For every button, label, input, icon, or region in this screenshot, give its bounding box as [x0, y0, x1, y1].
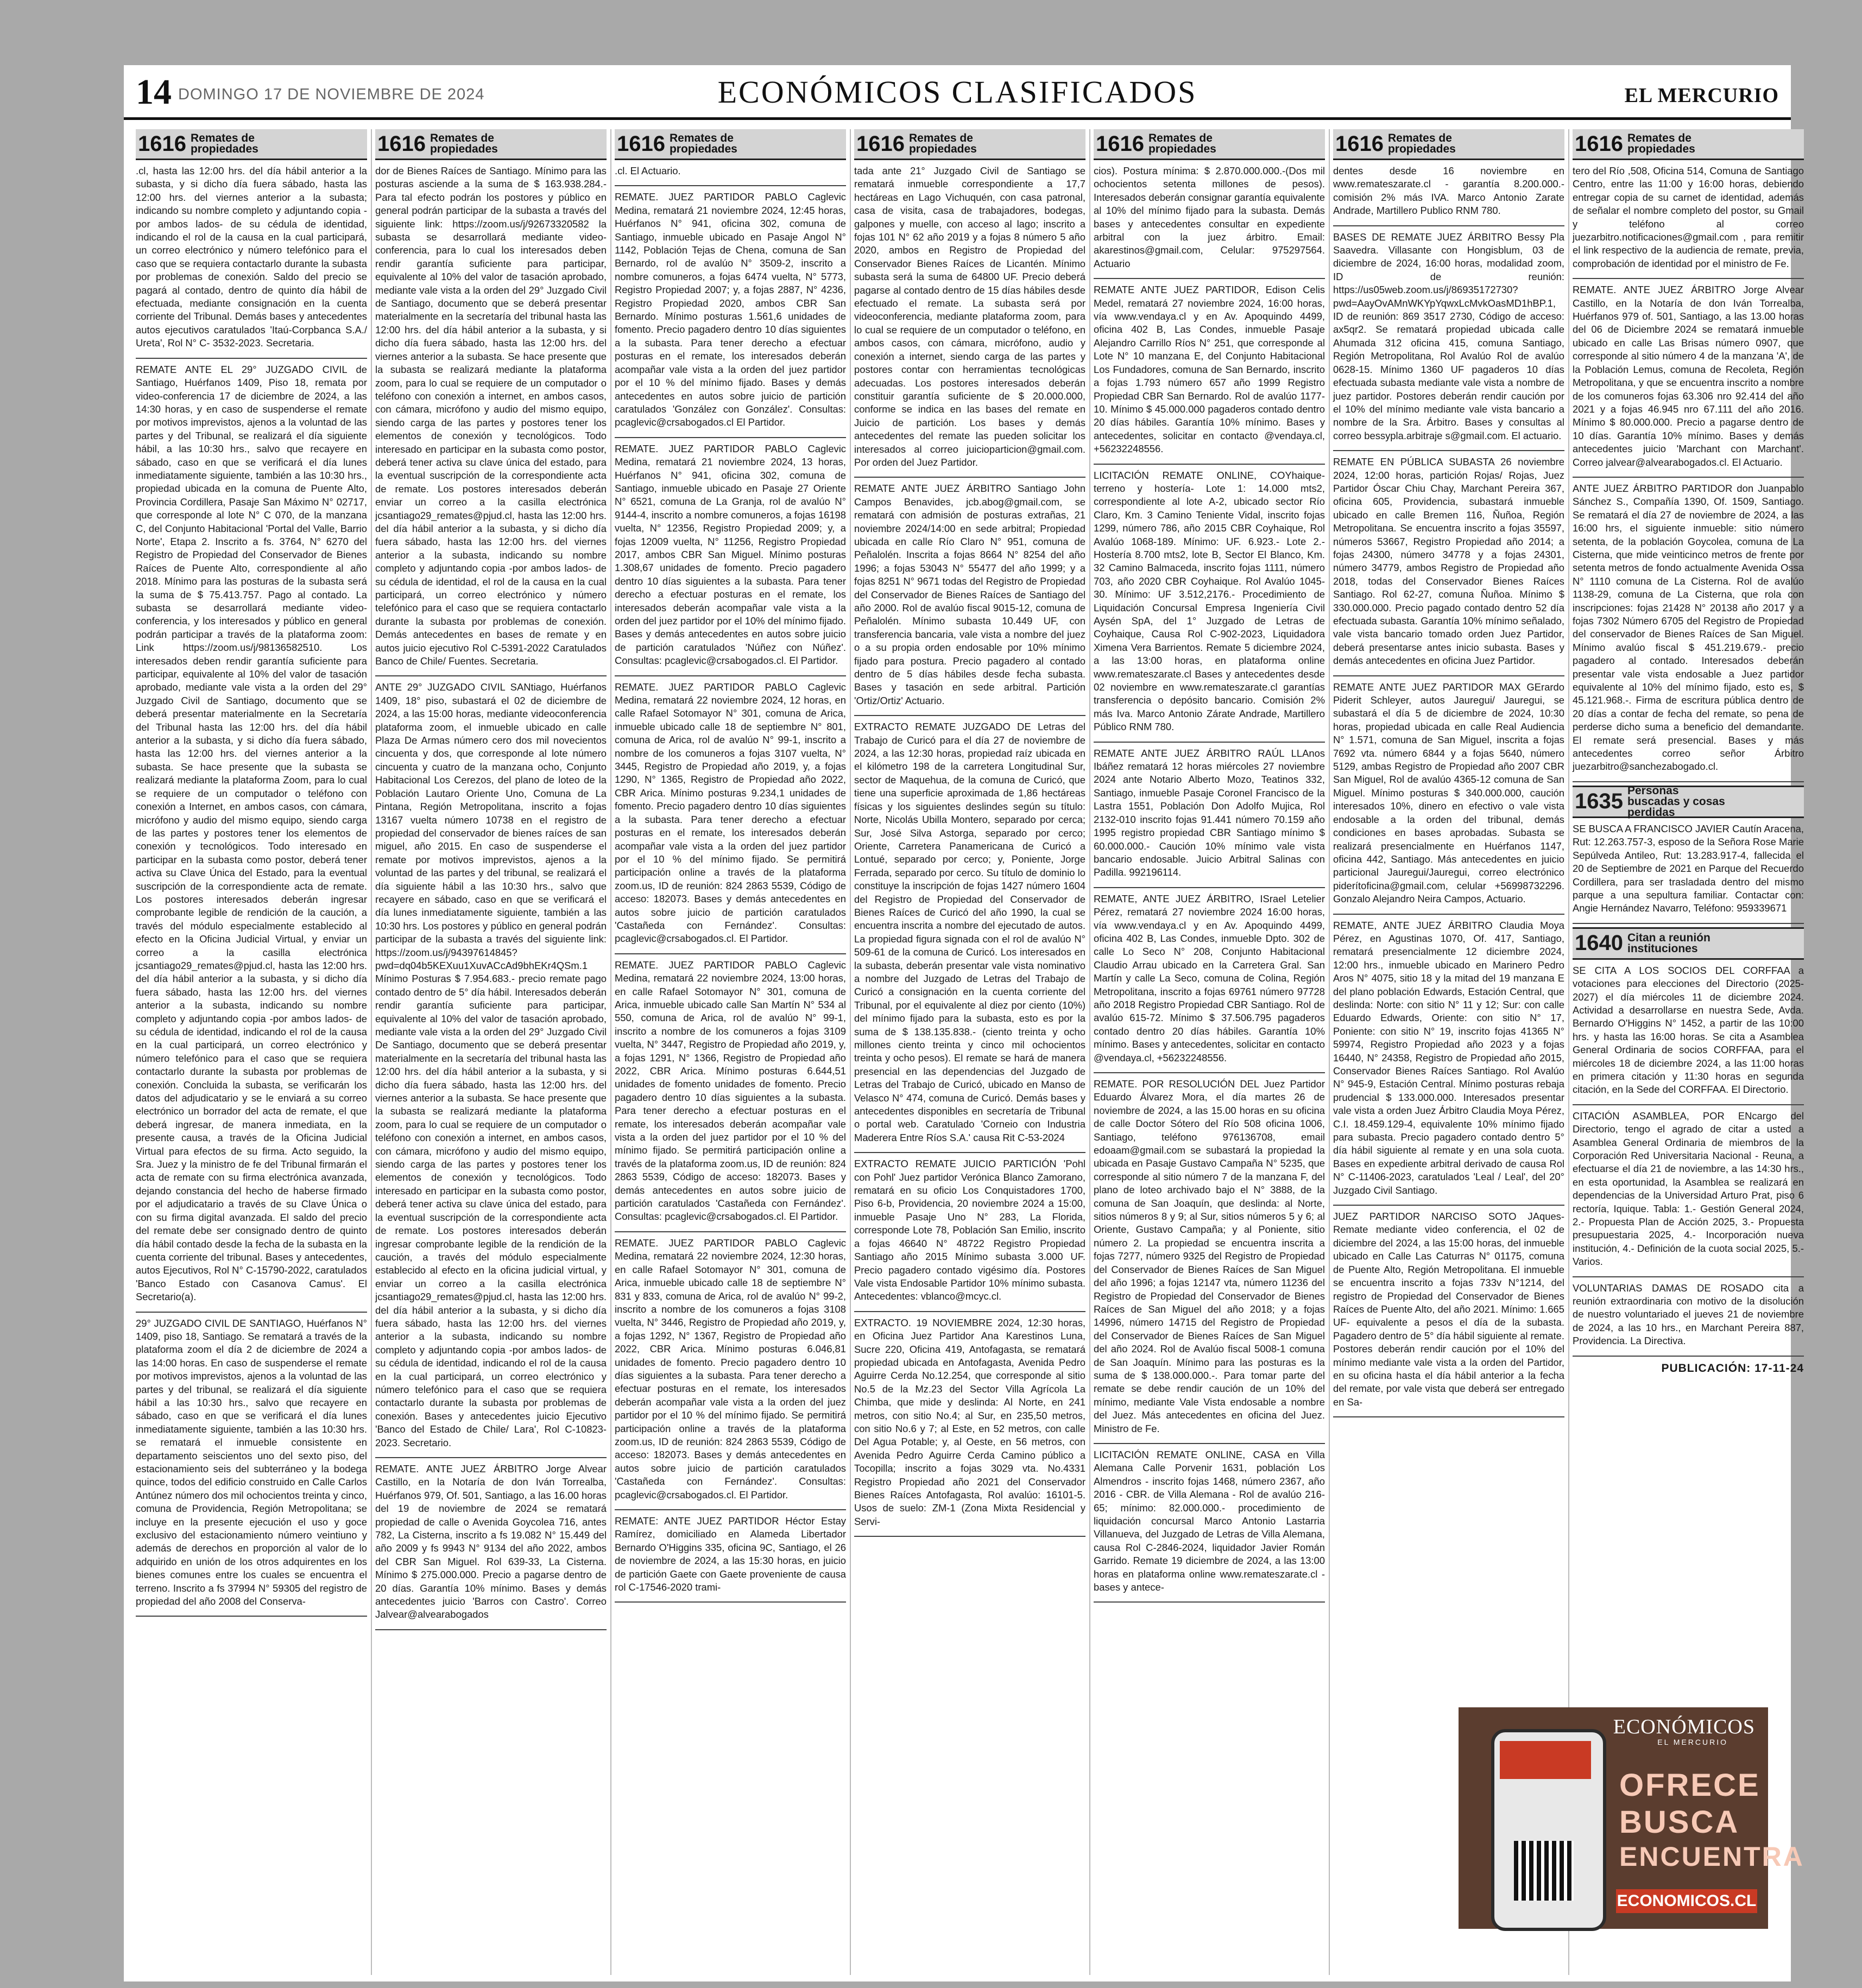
section-title-label: Citan a reunión instituciones [1627, 931, 1710, 955]
section-code: 1616 [1096, 131, 1144, 156]
page-date: DOMINGO 17 DE NOVIEMBRE DE 2024 [178, 86, 485, 103]
classified-ad: cios). Postura mínima: $ 2.870.000.000.-(Dos mil ochocientos setenta millones de pesos). Interesados deberán consignar garantía equivalente al 10% del mínimo fijado para la subasta. Demás bases y antecedentes consultar en expediente arbitral con la juez árbitro. Email: akarestinos@gmail.com, Celular: 975297564. Actuario [1094, 164, 1325, 279]
classified-ad: ANTE JUEZ ÁRBITRO PARTIDOR don Juanpablo Sánchez S., Compañía 1390, Of. 1509, Santiago. Se rematará el día 27 de noviembre de 2024, a las 16:00 hrs, el siguiente inmueble: sitio número setenta, de la población Goycolea, comuna de La Cisterna, que mide veinticinco metros de frente por setenta metros de fondo actualmente Avenida Ossa N° 1110 comuna de La Cisterna. Rol de avalúo 1138-29, comuna de La Cisterna, que rola con inscripciones: fojas 21428 N° 20138 año 2017 y a fojas 7302 Número 6705 del Registro de Propiedad del conservador de Bienes Raíces de San Miguel. Mínimo avalúo fiscal $ 451.219.679.- precio pagadero al contado. Interesados deberán presentar vale vista endosable a Juez partidor equivalente al 10% del mínimo fijado, esto es, $ 45.121.968.-. Firma de escritura pública dentro de 20 días a contar de fecha del remate, so pena de perderse dicho suma a beneficio del demandante. El remate será presencial. Bases y más antecedentes correo señor Árbitro juezarbitro@sanchezabogado.cl. [1573, 482, 1804, 782]
promo-brand-sub: EL MERCURIO [1657, 1738, 1728, 1746]
section-title-label: Remates de propiedades [190, 132, 258, 155]
classified-ad: SE CITA A LOS SOCIOS DEL CORFFAA a votaciones para elecciones del Directorio (2025- 2027) el día miércoles 11 de diciembre 2024. Actividad a desarrollarse en nuestra Sede, Avda. Bernardo O'Higgins N° 1452, a partir de las 10:00 hrs. y hasta las 16:00 horas. Se cita a Asamblea General Ordinaria de socios CORFFAA, para el miércoles 18 de diciembre 2024, a las 11:00 horas en primera citación y 11:30 horas en segunda citación, en la Sede del CORFFAA. El Directorio. [1573, 964, 1804, 1105]
classified-ad: BASES DE REMATE JUEZ ÁRBITRO Bessy Pla Saavedra. Villasante con Hongisblum, 03 de diciembre de 2024, 16:00 horas, modalidad zoom, ID de reunión: https://us05web.zoom.us/j/86935172730?pwd=AayOvAMnWKYpYqwxLcMvkOasMD1hBP.1, ID de reunión: 869 3517 2730, Código de acceso: ax5qr2. Se rematará propiedad ubicada calle Ahumada 312 oficina 415, comuna Santiago, Región Metropolitana, Rol Avalúo Rol de avalúo 0628-15. Mínimo 1360 UF pagaderos 10 días efectuada subasta mediante vale vista a nombre de juez partidor. Postores deberán rendir caución por el 10% del mínimo mediante vale vista bancario a nombre de la Sra. Árbitro. Bases y consultas al correo bessypla.arbitraje s@gmail.com. El actuario. [1333, 231, 1564, 452]
classified-ad: .cl. El Actuario. [615, 164, 846, 186]
promo-brand: ECONÓMICOS [1613, 1715, 1755, 1738]
section-title-label: Remates de propiedades [1627, 132, 1695, 155]
classified-ad: JUEZ PARTIDOR NARCISO SOTO JAques- Remate mediante video conferencia, el 02 de diciembre del 2024, a las 15:00 horas, del inmueble ubicado en Calle Las Caturras N° 01175, comuna de Puente Alto, Región Metropolitana. El inmueble se encuentra inscrito a fojas 733v N°1214, del registro de Propiedad del Conservador de Bienes Raíces de Puente Alto, del año 2021. Mínimo: 1.665 UF- equivalente a pesos el día de la subasta. Pagadero dentro de 5° día hábil siguiente al remate. Postores deberán rendir caución por el 10% del mínimo mediante vale vista a la orden del Partidor, en su oficina hasta el día hábil anterior a la fecha del remate, por vale vista que deberá ser entregado en Sa- [1333, 1210, 1564, 1417]
column-6 [1333, 129, 1564, 1975]
section-code: 1616 [377, 131, 426, 156]
classified-ad: REMATE. ANTE JUEZ ÁRBITRO Jorge Alvear Castillo, en la Notaría de don Iván Torrealba, Huérfanos 979 of. 501, Santiago, a las 13.00 horas del 06 de Diciembre 2024 se rematará inmueble ubicado en calle Las Brisas número 0907, que corresponde al sitio número 4 de la manzana 'A', de la Población Lemus, comuna de Recoleta, Región Metropolitana, y que se encuentra inscrito a nombre de los comuneros fojas 63.306 nro 92.414 del año 2021 y a fojas 46.945 nro 67.111 del año 2016. Mínimo $ 80.000.000. Precio a pagarse dentro de 10 días. Garantía 10% mínimo. Bases y demás antecedentes juicio 'Marchant con Marchant'. Correo jalvear@alvearabogados.cl. El Actuario. [1573, 283, 1804, 478]
section-code: 1616 [617, 131, 665, 156]
classified-ad: tada ante 21° Juzgado Civil de Santiago se rematará inmueble correspondiente a 17,7 hectáreas en Lago Vichuquén, con casa patronal, casa de visita, casa de trabajadores, bodegas, galpones y muelle, con acceso al lago; inscrito a fojas 101 N° 62 año 2019 y a fojas 8 número 5 año 2020, ambos en Registro de Propiedad del Conservador Bienes Raíces de Licantén. Mínimo subasta será la suma de 64800 UF. Precio deberá pagarse al contado dentro de 15 días hábiles desde efectuado el remate. La subasta será por videoconferencia, mediante plataforma zoom, para lo cual se requiere de un computador o teléfono, en ambos casos, con cámara, micrófono, audio y conexión a internet, siendo carga de las partes y postores contar con herramientas tecnológicas adecuadas. Los postores interesados deberán constituir garantía suficiente de $ 20.000.000, conforme se indica en las bases del remate en Juicio de partición. Los bases y demás antecedentes del remate las pueden solicitar los interesados al correo juicioparticion@gmail.com. Por orden del Juez Partidor. [854, 164, 1085, 478]
publication-date: PUBLICACIÓN: 17-11-24 [1661, 1362, 1804, 1375]
classified-ad: EXTRACTO REMATE JUZGADO DE Letras del Trabajo de Curicó para el día 27 de noviembre de 2024, a las 12:30 horas, propiedad raíz ubicada en el kilómetro 198 de la carretera Longitudinal Sur, sector de Maquehua, de la comuna de Curicó, que tiene una superficie aproximada de 1,86 hectáreas físicas y los siguientes deslindes según su título: Norte, Nicolás Ubilla Montero, separado por cerca; Sur, José Silva Astorga, separado por cerco; Oriente, Carretera Panamericana de Curicó a Lontué, separado por cerco; y, Poniente, Jorge Ferrada, separado por cerco. Su título de dominio lo constituye la inscripción de fojas 1427 número 1604 del Registro de Propiedad del Conservador de Bienes Raíces de Curicó del año 1990, la cual se encuentra inscrita a nombre del ejecutado de autos. La propiedad figura signada con el rol de avalúo N° 509-61 de la comuna de Curicó. Los interesados en la subasta, deberán presentar vale vista nominativo a nombre del Juzgado de Letras del Trabajo de Curicó a consignación en la cuenta corriente del Tribunal, por el equivalente al diez por ciento (10%) del mínimo fijado para la subasta, esto es por la suma de $ 138.135.838.- (ciento treinta y ocho millones ciento treinta y cinco mil ochocientos treinta y ocho pesos). El remate se hará de manera presencial en las dependencias del Juzgado de Letras del Trabajo de Curicó, ubicado en Manso de Velasco N° 474, comuna de Curicó. Demás bases y antecedentes disponibles en secretaría de Tribunal o portal web. Caratulado 'Corneio con Industria Maderera Entre Ríos S.A.' causa Rit C-53-2024 [854, 720, 1085, 1153]
classified-ad: REMATE ANTE JUEZ PARTIDOR, Edison Celis Medel, rematará 27 noviembre 2024, 16:00 horas, vía www.vendaya.cl y en Av. Apoquindo 4499, oficina 402 B, Las Condes, inmueble Pasaje Alejandro Carrillo Ríos N° 251, que corresponde al Lote N° 10 manzana E, del Conjunto Habitacional Los Fundadores, comuna de San Bernardo, inscrito a fojas 1.793 número 657 año 1999 Registro Propiedad CBR San Bernardo. Rol de avalúo 1177-10. Mínimo $ 45.000.000 pagaderos contado dentro 20 días hábiles. Garantía 10% mínimo. Bases y antecedentes, solicitar en contacto @vendaya.cl, +56232248556. [1094, 283, 1325, 464]
classified-ad: REMATE ANTE JUEZ PARTIDOR MAX GErardo Piderit Schleyer, autos Jauregui/ Jauregui, se subastará el día 5 de diciembre de 2024, 10:30 horas, propiedad ubicada en calle Real Audiencia N° 1.571, comuna de San Miguel, inscrita a fojas 7692 vta. número 6844 y a fojas 5640, número 5129, ambas Registro de Propiedad año 2007 CBR San Miguel, Rol de avalúo 4365-12 comuna de San Miguel. Mínimo posturas $ 340.000.000, caución interesados 10%, dinero en efectivo o vale vista endosable a la orden del tribunal, demás condiciones en bases aprobadas. Subasta se realizará presencialmente en Huérfanos 1147, oficina 442, Santiago. Más antecedentes en juicio particional Jauregui/Jauregui, correo electrónico piderítoficina@gmail.com, celular +56998732296. Gonzalo Alejandro Neira Campos, Actuario. [1333, 681, 1564, 915]
classified-ad: tero del Río ,508, Oficina 514, Comuna de Santiago Centro, entre las 11:00 y 16:00 horas, debiendo entregar copia de su carnet de identidad, además de señalar el nombre completo del postor, su Gmail y teléfono al correo juezarbitro.notificaciones@gmail.com , para remitir el link respectivo de la audiencia de remate, previa, comprobación de identidad por el ministro de Fe. [1573, 164, 1804, 279]
newspaper-page [124, 65, 1804, 1981]
classified-ad: REMATE. JUEZ PARTIDOR PABLO Caglevic Medina, rematará 21 noviembre 2024, 13 horas, Huérfanos N° 941, oficina 302, comuna de Santiago, inmueble ubicado en Pasaje 27 Oriente N° 6521, comuna de La Granja, rol de avalúo N° 9144-4, inscrito a nombre comuneros, a fojas 16198 vuelta, N° 12356, Registro Propiedad 2009; y, a fojas 12009 vuelta, N° 11256, Registro Propiedad 2017, ambos CBR San Miguel. Mínimo posturas 1.308,67 unidades de fomento. Precio pagadero dentro 10 días siguientes a la subasta. Para tener derecho a efectuar posturas en el remate, los interesados deberán acompañar vale vista a la orden del juez partidor por el 10% del mínimo fijado. Bases y demás antecedentes en autos sobre juicio de partición caratulados 'Núñez con Núñez'. Consultas: pcaglevic@crsabogados.cl. El Partidor. [615, 442, 846, 676]
classified-ad: REMATE: ANTE JUEZ PARTIDOR Héctor Estay Ramírez, domiciliado en Alameda Libertador Bernardo O'Higgins 335, oficina 9C, Santiago, el 26 de noviembre de 2024, a las 15:30 horas, en juicio de partición Gaete con Gaete proveniente de causa rol C-17546-2020 trami- [615, 1515, 846, 1603]
classified-ad: LICITACIÓN REMATE ONLINE, COYhaique- terreno y hostería- Lote 1: 14.000 mts2, correspondiente al lote A-2, ubicado sector Río Claro, Km. 3 Camino Teniente Vidal, inscrito fojas 1299, número 786, año 2015 CBR Coyhaique, Rol Avalúo 1068-189. Mínimo: UF. 6.923.- Lote 2.- Hostería 8.700 mts2, lote B, Sector El Blanco, Km. 32 Camino Balmaceda, inscrito fojas 1111, número 703, año 2020 CBR Coyhaique. Rol Avalúo 1045-30. Mínimo: UF 3.512,2176.- Procedimiento de Liquidación Concursal Empresa Ingeniería Civil Aysén SpA, del 1° Juzgado de Letras de Coyhaique, Causa Rol C-902-2023, Liquidadora Ximena Vera Barrientos. Remate 5 diciembre 2024, a las 13:00 horas, en plataforma online www.remateszarate.cl Bases y antecedentes desde 02 noviembre en www.remateszarate.cl garantías transferencia o depósito bancario. Comisión 2% más Iva. Marco Antonio Zárate Andrade, Martillero Público RNM 780. [1094, 469, 1325, 743]
section-title-label: Remates de propiedades [908, 132, 977, 155]
classified-ad: REMATE. JUEZ PARTIDOR PABLO Caglevic Medina, rematará 22 noviembre 2024, 13:00 horas, en calle Rafael Sotomayor N° 301, comuna de Arica, inmueble ubicado calle San Martín N° 534 al 550, comuna de Arica, rol de avalúo N° 99-1, inscrito a nombre de los comuneros a fojas 3109 vuelta, N° 3447, Registro de Propiedad año 2019, y, a fojas 1291, N° 1366, Registro de Propiedad año 2022, CBR Arica. Mínimo posturas 6.644,51 unidades de fomento unidades de fomento. Precio pagadero dentro 10 días siguientes a la subasta. Para tener derecho a efectuar posturas en el remate, los interesados deberán acompañar vale vista a la orden del juez partidor por el 10 % del mínimo fijado. Se permitirá participación online a través de la plataforma zoom.us, ID de reunión: 824 2863 5539, Código de acceso: 182073. Bases y demás antecedentes en autos sobre juicio de partición caratulados 'Castañeda con Fernández'. Consultas: pcaglevic@crsabogados.cl. El Partidor. [615, 959, 846, 1232]
column-header [1333, 129, 1564, 160]
classified-columns [136, 129, 1804, 1975]
classified-ad: REMATE, ANTE JUEZ ÁRBITRO Claudia Moya Pérez, en Agustinas 1070, Of. 417, Santiago, rematará presencialmente 12 diciembre 2024, 12:00 hrs., inmueble ubicado en Marinero Pedro Aros N° 4075, sitio 18 y la mitad del 19 manzana E del plano población Edwards, Estación Central, que deslinda: Norte: con sitio N° 11 y 12; Sur: con calle Eduardo Edwards, Oriente: con sitio N° 17, Poniente: con sitio N° 19, inscrito fojas 41365 N° 59974, Registro Propiedad año 2023 y a fojas 16440, N° 24358, Registro de Propiedad año 2015, Conservador Bienes Raíces Santiago. Rol Avalúo N° 945-9, Estación Central. Mínimo posturas rebaja prudencial $ 133.000.000. Interesados presentar vale vista a orden Juez Árbitro Claudia Moya Pérez, C.I. 18.459.129-4, equivalente 10% mínimo fijado para subasta. Precio pagadero contado dentro 5° día hábil siguiente al remate y en una sola cuota. Bases en expediente arbitral derivado de causa Rol N° C-11406-2023, caratulados 'Leal / Leal', del 20° Juzgado Civil Santiago. [1333, 919, 1564, 1206]
promo-word-1: OFRECE [1619, 1768, 1760, 1803]
section-title-label: Personas buscadas y cosas perdidas [1627, 784, 1725, 819]
classified-ad: ANTE 29° JUZGADO CIVIL SANtiago, Huérfanos 1409, 18° piso, subastará el 02 de diciembre de 2024, a las 15:00 horas, mediante videoconferencia plataforma zoom, el inmueble ubicado en calle Plaza De Armas número cero dos mil novecientos cincuenta y dos, que corresponde al lote número cincuenta y cuatro de la manzana ocho, Conjunto Habitacional Los Cerezos, del plano de loteo de la Población Lautaro Oriente Uno, Comuna de La Pintana, Región Metropolitana, inscrito a fojas 13167 vuelta número 10738 en el registro de propiedad del conservador de bienes raíces de san miguel, año 2015. En caso de suspenderse el remate por motivos imprevistos, ajenos a la voluntad de las partes y del tribunal, se realizará el día siguiente hábil a las 10:30 hrs., salvo que recayere en sábado, caso en que se verificará el día lunes inmediatamente siguiente, también a las 10:30 hrs. Los postores y público en general podrán participar de la subasta a través del siguiente link: https://zoom.us/j/94397614845?pwd=dq04b5KEXuu1XuvACcAd9bhEKr4QSm.1 Mínimo Posturas $ 7.954.683.- precio remate pago contado dentro de 5° día hábil. Interesados deberán rendir garantía suficiente para participar, equivalente al 10% del valor de tasación aprobado, mediante vale vista a la orden del 29° Juzgado Civil De Santiago, documento que se deberá presentar materialmente en la secretaría del tribunal hasta las 12:00 hrs. del día hábil anterior a la subasta, y si dicho día fuera sábado, hasta las 12:00 hrs. del viernes anterior a la subasta. Se hace presente que la subasta se realizará mediante la plataforma zoom, para lo cual se requiere de un computador o teléfono con conexión a internet, en ambos casos, con cámara, micrófono y audio del mismo equipo, siendo carga de las partes y postores tener los elementos de conexión y tecnológicos. Todo interesado en participar en la subasta como postor, deberá tener activa su clave única del estado, para la eventual suscripción de la correspondiente acta de remate. Los postores interesados deberán ingresar comprobante legible de la rendición de la caución, a través del módulo especialmente establecido al efecto en la oficina judicial virtual, y enviar un correo a la casilla electrónica jcsantiago29_remates@pjud.cl, hasta las 12:00 hrs. del día hábil anterior a la subasta, y si dicho día fuera sábado, hasta las 12:00 hrs. del viernes anterior a la subasta, indicando su nombre completo y adjuntando copia -por ambos lados- de su cédula de identidad, indicando el rol de la causa en la cual participará, un correo electrónico y número telefónico para el caso que se requiera contactarlo durante la subasta por problemas de conexión. Bases y antecedentes juicio Ejecutivo 'Banco del Estado de Chile/ Lara', Rol C-10823-2023. Secretario. [375, 681, 607, 1458]
classified-ad: 29° JUZGADO CIVIL DE SANTIAGO, Huérfanos N° 1409, piso 18, Santiago. Se rematará a través de la plataforma zoom el día 2 de diciembre de 2024 a las 14:00 horas. En caso de suspenderse el remate por motivos imprevistos, ajenos a la voluntad de las partes y del tribunal, se realizará el día siguiente hábil a las 10:30 hrs., salvo que recayere en sábado, caso en que se verificará el día lunes inmediatamente siguiente, también a las 10:30 hrs. se rematará el inmueble consistente en departamento seiscientos uno del sexto piso, del estacionamiento seis del subterráneo y la bodega quince, todos del edificio construido en Calle Carlos Antúnez número dos mil ochocientos treinta y cinco, comuna de Providencia, Región Metropolitana; se incluye en la presente ejecución el uso y goce exclusivo del estacionamiento número veintiuno y además de derechos en proporción al valor de lo adquirido en unión de los otros adquirentes en los bienes comunes entre los cuales se encuentra el terreno. Inscrito a fs 37994 N° 59305 del registro de propiedad del año 2008 del Conserva- [136, 1317, 367, 1617]
section-code: 1640 [1575, 931, 1623, 955]
section-title-label: Remates de propiedades [430, 132, 498, 155]
classified-ad: EXTRACTO REMATE JUICIO PARTICIÓN 'Pohl con Pohl' Juez partidor Verónica Blanco Zamorano, rematará en su oficio Los Conquistadores 1700, Piso 6-b, Providencia, 20 noviembre 2024 a 15:00, inmueble Pasaje Uno N° 283, La Florida, corresponde Lote 78, Población San Emilio, inscrito a fojas 46640 N° 48722 Registro Propiedad Santiago año 2015 Mínimo subasta 3.000 UF. Precio pagadero contado vigésimo día. Postores Vale vista Endosable Partidor 10% mínimo subasta. Antecedentes: vblanco@mcyc.cl. [854, 1157, 1085, 1312]
classified-ad: CITACIÓN ASAMBLEA, POR ENcargo del Directorio, tengo el agrado de citar a usted a Asamblea General Ordinaria de miembros de la Corporación Red Universitaria Nacional - Reuna, a efectuarse el día 21 de noviembre, a las 14:30 hrs., en esta oportunidad, la Asamblea se realizará en dependencias de la Universidad Arturo Prat, piso 6 rectoría, Iquique. Tabla: 1.- Gestión General 2024, 2.- Propuesta Plan de Acción 2025, 3.- Propuesta presupuestaria 2025, 4.- Incorporación nueva institución, 4.- Definición de la cuota social 2025, 5.-Varios. [1573, 1110, 1804, 1277]
section-1635-header [1573, 786, 1804, 818]
section-code: 1616 [1575, 131, 1623, 156]
promo-site: ECONOMICOS.CL [1616, 1889, 1757, 1913]
phone-screen-header [1500, 1741, 1591, 1779]
section-1640-header [1573, 927, 1804, 960]
classified-ad: VOLUNTARIAS DAMAS DE ROSADO cita a reunión extraordinaria con motivo de la disolución de nuestro voluntariado el jueves 21 de noviembre de 2024, a las 10 hrs., en Marchant Pereira 887, Providencia. La Directiva. [1573, 1282, 1804, 1357]
section-code: 1616 [1335, 131, 1384, 156]
column-header [854, 129, 1085, 160]
column-header [1094, 129, 1325, 160]
column-2 [375, 129, 607, 1975]
column-1 [136, 129, 367, 1975]
column-7 [1573, 129, 1804, 1975]
phone-illustration [1491, 1729, 1606, 1931]
column-5 [1094, 129, 1325, 1975]
column-divider [1089, 129, 1090, 1975]
classified-ad: REMATE. JUEZ PARTIDOR PABLO Caglevic Medina, rematará 22 noviembre 2024, 12 horas, en calle Rafael Sotomayor N° 301, comuna de Arica, inmueble ubicado calle 18 de septiembre N° 801, comuna de Arica, rol de avalúo N° 99-1, inscrito a nombre de los comuneros a fojas 3107 vuelta, N° 3445, Registro de Propiedad año 2019, y, a fojas 1290, N° 1365, Registro de Propiedad año 2022, CBR Arica. Mínimo posturas 9.234,1 unidades de fomento. Precio pagadero dentro 10 días siguientes a la subasta. Para tener derecho a efectuar posturas en el remate, los interesados deberán acompañar vale vista a la orden del juez partidor por el 10 % del mínimo fijado. Se permitirá participación online a través de la plataforma zoom.us, ID de reunión: 824 2863 5539, Código de acceso: 182073. Bases y demás antecedentes en autos sobre juicio de partición caratulados 'Castañeda con Fernández'. Consultas: pcaglevic@crsabogados.cl. El Partidor. [615, 681, 846, 954]
classified-ad: REMATE. JUEZ PARTIDOR PABLO Caglevic Medina, rematará 22 noviembre 2024, 12:30 horas, en calle Rafael Sotomayor N° 301, comuna de Arica, inmueble ubicado calle 18 de septiembre N° 831 y 833, comuna de Arica, rol de avalúo N° 99-2, inscrito a nombre de los comuneros a fojas 3108 vuelta, N° 3446, Registro de Propiedad año 2019, y, a fojas 1292, N° 1367, Registro de Propiedad año 2022, CBR Arica. Mínimo posturas 6.046,81 unidades de fomento. Precio pagadero dentro 10 días siguientes a la subasta. Para tener derecho a efectuar posturas en el remate, los interesados deberán acompañar vale vista a la orden del juez partidor por el 10 % del mínimo fijado. Se permitirá participación online a través de la plataforma zoom.us, ID de reunión: 824 2863 5539, Código de acceso: 182073. Bases y demás antecedentes en autos sobre juicio de partición caratulados 'Castañeda con Fernández'. Consultas: pcaglevic@crsabogados.cl. El Partidor. [615, 1237, 846, 1510]
column-header [615, 129, 846, 160]
classified-ad: .cl, hasta las 12:00 hrs. del día hábil anterior a la subasta, y si dicho día fuera sábado, hasta las 12:00 hrs. del viernes anterior a la subasta; indicando su nombre completo y adjuntando copia -por ambos lados- de su cédula de identidad, indicando el rol de la causa en la cual participará, un correo electrónico y número telefónico para el caso que se requiera contactarlo durante la subasta por problemas de conexión. Saldo del precio se pagará al contado, dentro de quinto día hábil de efectuada, mediante consignación en la cuenta corriente del Tribunal. Demás bases y antecedentes autos ejecutivos caratulados 'Itaú-Corpbanca S.A./ Ureta', Rol N° C- 3532-2023. Secretaria. [136, 164, 367, 359]
section-code: 1635 [1575, 789, 1623, 814]
masthead-rule [124, 117, 1791, 120]
masthead [124, 65, 1791, 119]
paper-name: EL MERCURIO [1624, 84, 1779, 107]
classified-ad: SE BUSCA A FRANCISCO JAVIER Cautín Aracena, Rut: 12.263.757-3, esposo de la Señora Rose Marie Sepúlveda Antileo, Rut: 13.283.917-4, fallecida el 20 de Septiembre de 2021 en Parque del Recuerdo Cordillera, para ser trasladada dentro del mismo parque a una sepultura familiar. Contactar con: Angie Hernández Navarro, Teléfono: 959339671 [1573, 822, 1804, 924]
classified-ad: REMATE ANTE JUEZ ÁRBITRO Santiago John Campos Benavides, jcb.abog@gmail.com, se rematará con admisión de posturas extrañas, 21 noviembre 2024/14:00 en sede arbitral; Propiedad ubicada en calle Río Claro N° 951, comuna de Peñalolén. Inscrita a fojas 8664 N° 8254 del año 1996; a fojas 53043 N° 55477 del año 1999; y a fojas 8251 N° 9671 todas del Registro de Propiedad del Conservador de Bienes Raíces de Santiago del año 2000. Rol de avalúo fiscal 9015-12, comuna de Peñalolén. Mínimo subasta 10.449 UF, con transferencia bancaria, vale vista a nombre del juez o a su propia orden endosable por 10% mínimo fijado para postura. Precio pagadero al contado dentro de 5 días hábiles desde fecha subasta. Bases y tasación en sede arbitral. Partición 'Ortiz/Ortiz' Actuario. [854, 482, 1085, 716]
column-4 [854, 129, 1085, 1975]
column-divider [371, 129, 372, 1975]
classified-ad: REMATE ANTE JUEZ ÁRBITRO RAÚL LLAnos Ibáñez rematará 12 horas miércoles 27 noviembre 2024 ante Notario Alberto Mozo, Teatinos 332, Santiago, inmueble Pasaje Coronel Francisco de la Lastra 1551, Población Don Adolfo Mujica, Rol 2132-010 inscrito fojas 91.441 número 70.159 año 1995 registro propiedad CBR Santiago mínimo $ 60.000.000.- Caución 10% mínimo vale vista bancario endosable. Juicio Arbitral Salinas con Padilla. 992196114. [1094, 747, 1325, 888]
section-code: 1616 [856, 131, 905, 156]
classified-ad: EXTRACTO. 19 NOVIEMBRE 2024, 12:30 horas, en Oficina Juez Partidor Ana Karestinos Luna, Sucre 220, Oficina 419, Antofagasta, se rematará propiedad ubicada en Antofagasta, Avenida Pedro Aguirre Cerda No.12.254, que corresponde al sitio No.5 de la Mz.23 del Sector Villa Agrícola La Chimba, que mide y deslinda: Al Norte, en 241 metros, con sitio No.4; al Sur, en 235,50 metros, con sitio No.6 y 7; al Este, en 52 metros, con calle Del Agua Potable; y, al Oeste, en 56 metros, con Avenida Pedro Aguirre Cerda Camino público a Tocopilla; inscrito a fojas 3029 vta. No.4331 Registro Propiedad año 2021 del Conservador Bienes Raíces Antofagasta, Rol avalúo: 16101-5. Usos de suelo: ZM-1 (Zona Mixta Residencial y Servi- [854, 1316, 1085, 1537]
classified-ad: REMATE. ANTE JUEZ ÁRBITRO Jorge Alvear Castillo, en la Notaría de don Iván Torrealba, Huérfanos 979, Of. 501, Santiago, a las 16.00 horas del 19 de noviembre de 2024 se rematará propiedad de calle o Avenida Goycolea 716, antes 782, La Cisterna, inscrito a fs 19.082 N° 15.449 del año 2009 y fs 9943 N° 9134 del año 2022, ambos del CBR San Miguel. Rol 639-33, La Cisterna. Mínimo $ 275.000.000. Precio a pagarse dentro de 20 días. Garantía 10% mínimo. Bases y demás antecedentes juicio 'Barros con Castro'. Correo Jalvear@alvearabogados [375, 1462, 607, 1630]
column-divider [610, 129, 611, 1975]
column-divider [1329, 129, 1330, 1975]
section-title: ECONÓMICOS CLASIFICADOS [717, 74, 1197, 110]
classified-ad: REMATE, ANTE JUEZ ÁRBITRO, ISrael Letelier Pérez, rematará 27 noviembre 2024 16:00 horas, vía www.vendaya.cl y en Av. Apoquindo 4499, oficina 402 B, Las Condes, inmueble Dpto. 302 de calle Lo Seco N° 208, Conjunto Habitacional Claudio Arrau ubicado en la Carretera Gral. San Martín y calle La Seco, comuna de Colina, Región Metropolitana, inscrito a fojas 69761 número 97728 año 2018 Registro Propiedad CBR Santiago. Rol de avalúo 615-72. Mínimo $ 37.506.795 pagaderos contado dentro 20 días hábiles. Garantía 10% mínimo. Bases y antecedentes, solicitar en contacto @vendaya.cl, +56232248556. [1094, 892, 1325, 1073]
classified-ad: REMATE EN PÚBLICA SUBASTA 26 noviembre 2024, 12:00 horas, partición Rojas/ Rojas, Juez Partidor Óscar Chiu Chay, Marchant Pereira 367, oficina 605, Providencia, subastará inmueble ubicado en calle Bremen 116, Ñuñoa, Región Metropolitana. Se encuentra inscrito a fojas 35597, números 53667, Registro Propiedad año 2014; a fojas 24300, número 34778 y a fojas 24301, número 34779, ambos Registro de Propiedad año 2018, todas del Conservador Bienes Raíces Santiago. Rol 62-27, comuna Ñuñoa. Mínimo $ 330.000.000. Precio pagado contado dentro 52 día efectuada subasta. Garantía 10% mínimo señalado, vale vista bancario tomado orden Juez Partidor, deberá presentarse antes inicio subasta. Bases y demás antecedentes en oficina Juez Partidor. [1333, 455, 1564, 676]
section-code: 1616 [138, 131, 186, 156]
section-title-label: Remates de propiedades [1148, 132, 1216, 155]
promo-word-3: ENCUENTRA [1619, 1841, 1804, 1872]
promo-word-2: BUSCA [1619, 1805, 1740, 1840]
column-divider [850, 129, 851, 1975]
page-number: 14 [136, 72, 172, 112]
classified-ad: REMATE. POR RESOLUCIÓN DEL Juez Partidor Eduardo Álvarez Mora, el día martes 26 de noviembre de 2024, a las 15.00 horas en su oficina de calle Doctor Sótero del Río 508 oficina 1006, Santiago, teléfono 976136708, email edoaam@gmail.com se subastará la propiedad la ubicada en Pasaje Gustavo Campaña N° 5235, que corresponde al sitio número 7 de la manzana F, del plano de loteo archivado bajo el N° 3888, de la comuna de San Joaquín, que deslinda: al Norte, sitios números 8 y 9; al Sur, sitios números 5 y 6; al Oriente, Gustavo Campaña; y al Poniente, sitio número 2. La propiedad se encuentra inscrita a fojas 7277, número 9325 del Registro de Propiedad del Conservador de Bienes Raíces de San Miguel del año 1996; a fojas 12147 vta, número 11236 del Registro de Propiedad del Conservador de Bienes Raíces de San Miguel del año 2018; y a fojas 14996, número 14715 del Registro de Propiedad del Conservador de Bienes Raíces de San Miguel del año 2024. Rol de Avalúo fiscal 5008-1 comuna de San Joaquín. Mínimo para las posturas es la suma de $ 138.000.000.-. Para tomar parte del remate se debe rendir caución de un 10% del mínimo, mediante Vale Vista endosable a nombre del Juez. Más antecedentes en oficina del Juez. Ministro de Fe. [1094, 1078, 1325, 1444]
classified-ad: REMATE. JUEZ PARTIDOR PABLO Caglevic Medina, rematará 21 noviembre 2024, 12:45 horas, Huérfanos N° 941, oficina 302, comuna de Santiago, inmueble ubicado en Pasaje Angol N° 1142, Población Tejas de Chena, comuna de San Bernardo, rol de avalúo N° 3509-2, inscrito a nombre comuneros, a fojas 6474 vuelta, N° 5773, Registro Propiedad 2007; y, a fojas 2887, N° 4236, Registro Propiedad 2020, ambos CBR San Bernardo. Mínimo posturas 1.561,6 unidades de fomento. Precio pagadero dentro 10 días siguientes a la subasta. Para tener derecho a efectuar posturas en el remate, los interesados deberán acompañar vale vista a la orden del juez partidor por el 10 % del mínimo fijado. Bases y demás antecedentes en autos sobre juicio de partición caratulados 'González con González'. Consultas: pcaglevic@crsabogados.cl El Partidor. [615, 191, 846, 438]
classified-ad: dor de Bienes Raíces de Santiago. Mínimo para las posturas asciende a la suma de $ 163.938.284.- Para tal efecto podrán los postores y público en general podrán participar de la subasta a través del siguiente link: https://zoom.us/j/92673320582 la subasta se desarrollará mediante video-conferencia, para lo cual los interesados deben rendir garantía suficiente para participar, equivalente al 10% del valor de tasación aprobado, mediante vale vista a la orden del 29° Juzgado Civil de Santiago, documento que se deberá presentar materialmente en la secretaría del tribunal hasta las 12:00 hrs. del día hábil anterior a la subasta, y si dicho día fuera sábado, hasta las 12:00 hrs. del viernes anterior a la subasta. Se hace presente que la subasta se realizará mediante la plataforma zoom, para lo cual se requiere de un computador o teléfono con conexión a internet, en ambos casos, con cámara, micrófono y audio del mismo equipo, siendo carga de las partes y postores tener los elementos de conexión y tecnológicos. Todo interesado en participar en la subasta como postor, deberá tener activa su clave única del estado, para la eventual suscripción de la correspondiente acta de remate. Los postores interesados deberán enviar un correo a la casilla electrónica jcsantiago29_remates@pjud.cl, hasta las 12:00 hrs. del día hábil anterior a la subasta, y si dicho día fuera sábado, hasta las 12:00 hrs. del viernes anterior a la subasta, indicando su nombre completo y adjuntando copia -por ambos lados- de su cédula de identidad, el rol de la causa en la cual participará, un correo electrónico y número telefónico para el caso que se requiera contactarlo durante la subasta por problemas de conexión. Demás antecedentes en bases de remate y en autos juicio ejecutivo Rol C-5391-2022 Caratulados Banco de Chile/ Fuentes. Secretaria. [375, 164, 607, 676]
classified-ad: LICITACIÓN REMATE ONLINE, CASA en Villa Alemana Calle Porvenir 1631, población Los Almendros - inscrito fojas 1468, número 2367, año 2016 - CBR. de Villa Alemana - Rol de avalúo 216-65; mínimo: 82.000.000.- procedimiento de liquidación concursal Marco Antonio Lastarria Villanueva, del Juzgado de Letras de Villa Alemana, causa Rol C-2846-2024, liquidador Javier Román Garrido. Remate 19 diciembre de 2024, a las 13:00 horas en plataforma online www.remateszarate.cl - bases y antece- [1094, 1448, 1325, 1603]
column-3 [615, 129, 846, 1975]
column-header [1573, 129, 1804, 160]
classified-ad: dentes desde 16 noviembre en www.remateszarate.cl - garantía 8.200.000.- comisión 2% más IVA. Marco Antonio Zarate Andrade, Martillero Publico RNM 780. [1333, 164, 1564, 226]
classified-ad: REMATE ANTE EL 29° JUZGADO CIVIL de Santiago, Huérfanos 1409, Piso 18, remata por video-conferencia 17 de diciembre de 2024, a las 14:30 horas, y en caso de suspenderse el remate por motivos imprevistos, ajenos a la voluntad de las partes y del Tribunal, se realizará el día siguiente hábil, a las 10:30 hrs., salvo que recayere en sábado, caso en que se verificará el día lunes inmediatamente siguiente, también a las 10:30 hrs., propiedad ubicada en la comuna de Puente Alto, Provincia Cordillera, Pasaje San Máximo N° 02717, que corresponde al lote N° C 070, de la manzana C, del Conjunto Habitacional 'Portal del Valle, Barrio Norte', Etapa 2. Inscrito a fs. 3764, N° 6270 del Registro de Propiedad del Conservador de Bienes Raíces de Puente Alto, correspondiente al año 2018. Mínimo para las posturas de la subasta será la suma de $ 75.413.757. Pago al contado. La subasta se desarrollará mediante video-conferencia, y los interesados y público en general podrán participar a través de la plataforma zoom: Link https://zoom.us/j/98136582510. Los interesados deben rendir garantía suficiente para participar, equivalente al 10% del valor de tasación aprobado, mediante vale vista a la orden del 29° Juzgado Civil de Santiago, documento que se deberá presentar materialmente en la Secretaría del Tribunal hasta las 12:00 hrs. del día hábil anterior a la subasta, y si dicho día fuera sábado, hasta las 12:00 hrs. del viernes anterior a la subasta. Se hace presente que la subasta se realizará mediante la plataforma Zoom, para lo cual se requiere de un computador o teléfono con conexión a Internet, en ambos casos, con cámara, micrófono y audio del mismo equipo, siendo carga de las partes y postores tener los elementos de conexión y tecnológicos. Todo interesado en participar en la subasta como postor, deberá tener activa su Clave Única del Estado, para la eventual suscripción de la correspondiente acta de remate. Los postores interesados deberán ingresar comprobante legible de rendición de la caución, a través del módulo especialmente establecido al efecto en la Oficina Judicial Virtual, y enviar un correo a la casilla electrónica jcsantiago29_remates@pjud.cl, hasta las 12:00 hrs. del día hábil anterior a la subasta, y si dicho día fuera sábado, hasta las 12:00 hrs. del viernes anterior a la subasta, indicando su nombre completo y adjuntando copia -por ambos lados- de su cédula de identidad, indicando el rol de la causa en la cual participará, un correo electrónico y número telefónico para el caso que se requiera contactarlo durante la subasta por problemas de conexión. Concluida la subasta, se verificarán los datos del adjudicatario y se le enviará a su correo electrónico un borrador del acta de remate, el que deberá ingresar, de manera inmediata, en la presente causa, a través de la Oficina Judicial Virtual para efectos de su firma. Acto seguido, la Sra. Juez y la ministro de fe del Tribunal firmarán el acta de remate con su firma electrónica avanzada, dejando constancia del hecho de haberse firmado por el adjudicatario a través de su Clave Única o con su firma digital avanzada. El saldo del precio del remate debe ser consignado dentro de quinto día hábil contado desde la fecha de la subasta en la cuenta corriente del tribunal. Bases y antecedentes, autos Ejecutivos, Rol N° C-15790-2022, caratulados 'Banco Estado con Casanova Camus'. El Secretario(a). [136, 363, 367, 1313]
economicos-promo [1459, 1707, 1804, 1929]
column-header [375, 129, 607, 160]
qr-code [1514, 1841, 1574, 1901]
column-divider [1568, 129, 1569, 1975]
section-title-label: Remates de propiedades [669, 132, 737, 155]
section-title-label: Remates de propiedades [1387, 132, 1456, 155]
column-header [136, 129, 367, 160]
